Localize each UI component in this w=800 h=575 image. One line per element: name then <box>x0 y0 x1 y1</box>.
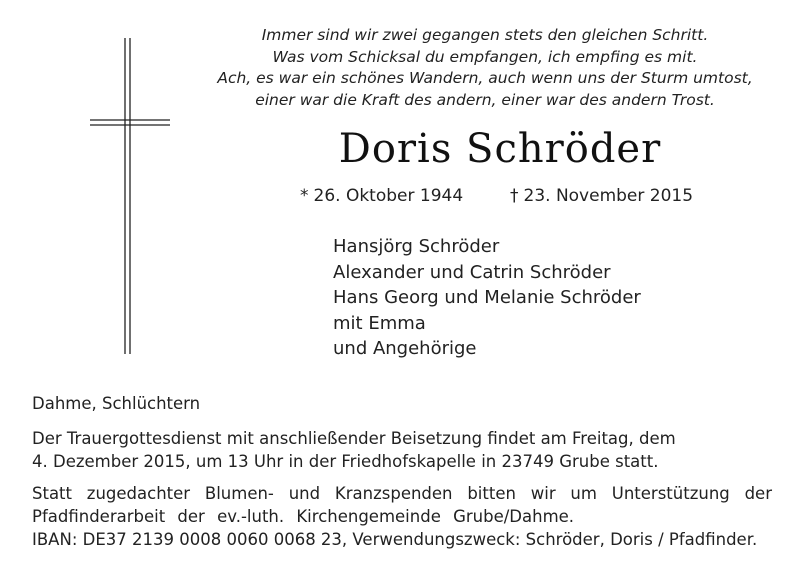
donation-line: Statt zugedachter Blumen- und Kranzspenden bitten wir um Unterstützung der <box>32 484 772 503</box>
mourner: mit Emma <box>333 312 426 334</box>
poem-line: Ach, es war ein schönes Wandern, auch wenn uns der Sturm umtost, <box>217 69 753 87</box>
poem-line: Immer sind wir zwei gegangen stets den gleichen Schritt. <box>261 26 709 44</box>
mourner: und Angehörige <box>333 338 477 359</box>
service-line: Der Trauergottesdienst mit anschließender Beisetzung findet am Freitag, dem <box>32 429 676 448</box>
death-date: 23. November 2015 <box>523 186 694 206</box>
donation-info <box>32 482 772 551</box>
poem-line: Was vom Schicksal du empfangen, ich empfing es mit. <box>272 47 698 66</box>
mourner: Hans Georg und Melanie Schröder <box>333 287 641 308</box>
birth-date-group <box>300 185 463 207</box>
cross-icon <box>90 38 170 354</box>
death-dagger-icon: † <box>510 186 519 206</box>
death-date-group <box>510 185 693 207</box>
memorial-poem <box>210 25 760 111</box>
donation-iban: IBAN: DE37 2139 0008 0060 0068 23, Verwendungszweck: Schröder, Doris / Pfadfinder. <box>32 530 758 549</box>
birth-date: 26. Oktober 1944 <box>313 186 464 206</box>
mourner: Hansjörg Schröder <box>333 236 500 257</box>
poem-line: einer war die Kraft des andern, einer war des andern Trost. <box>255 90 715 109</box>
birth-star-icon: * <box>300 186 309 206</box>
mourners-list <box>333 234 753 362</box>
deceased-name: Doris Schröder <box>338 126 662 172</box>
service-info <box>32 427 772 473</box>
service-line: 4. Dezember 2015, um 13 Uhr in der Friedhofskapelle in 23749 Grube statt. <box>32 452 659 471</box>
location: Dahme, Schlüchtern <box>32 394 201 413</box>
donation-line: Pfadfinderarbeit der ev.-luth. Kirchengemeinde Grube/Dahme. <box>32 507 575 526</box>
mourner: Alexander und Catrin Schröder <box>333 261 611 283</box>
